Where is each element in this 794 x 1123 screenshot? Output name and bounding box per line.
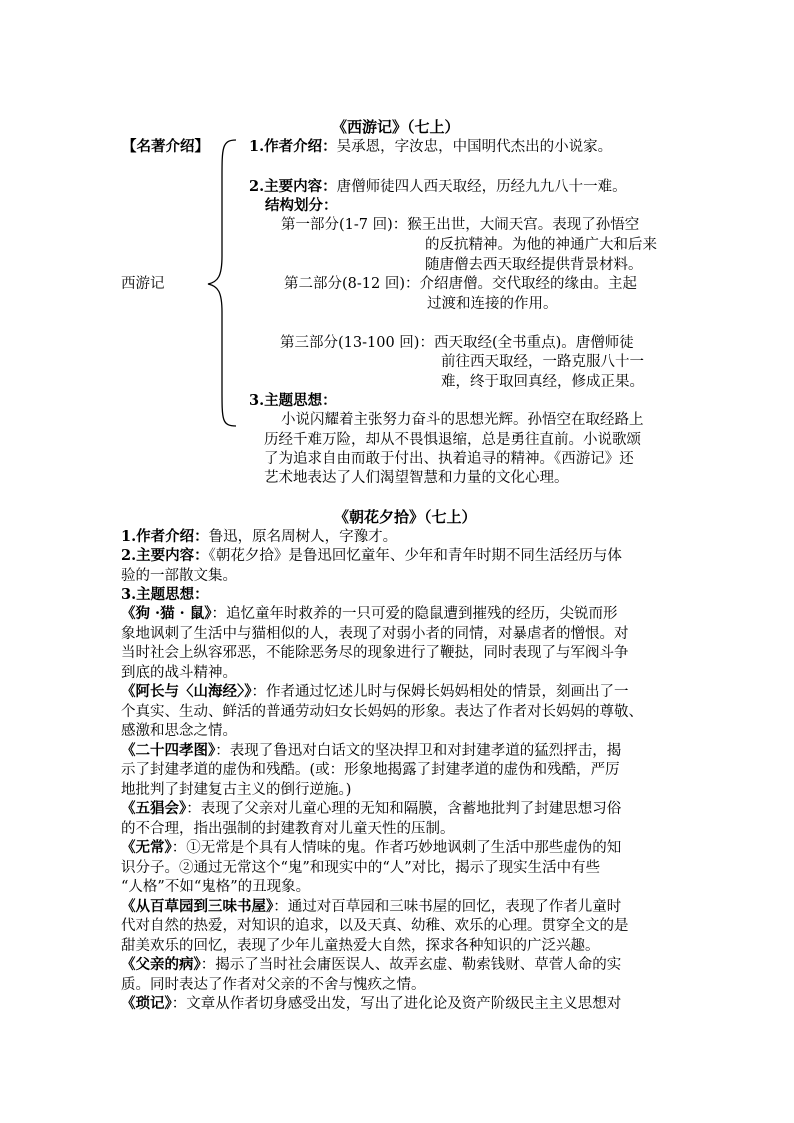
- essay-line: 地批判了封建复古主义的倒行逆施。): [121, 782, 352, 798]
- zhaohua-title: 《朝花夕拾》（七上）: [334, 508, 477, 526]
- essay-line: “人格”不如“鬼格”的丑现象。: [121, 879, 311, 895]
- zhaohua-author-text: 鲁迅，原名周树人，字豫才。: [208, 529, 398, 545]
- essay-title: 《二十四孝图》: [121, 742, 216, 759]
- essay-line: 当时社会上纵容邪恶，不能除恶务尽的现象进行了鞭挞，同时表现了与军阀斗争: [121, 645, 629, 661]
- essay-title: 《阿长与〈山海经〉》: [121, 683, 252, 700]
- essay-line: 个真实、生动、鲜活的普通劳动妇女长妈妈的形象。表达了作者对长妈妈的尊敬、: [121, 704, 643, 720]
- zhaohua-author-label: 1.作者介绍：: [121, 528, 209, 545]
- part3-line: 前往西天取经，一路克服八十一: [441, 354, 644, 370]
- essay-title: 《琐记》: [121, 995, 172, 1012]
- zhaohua-content-label: 2.主要内容：: [121, 547, 209, 564]
- essay-line: 到底的战斗精神。: [121, 665, 237, 681]
- xiyouji-content: [249, 177, 627, 197]
- zhaohua-theme-label: 3.主题思想：: [121, 586, 209, 603]
- essay-text: ：揭示了当时社会庸医误人、故弄玄虚、勒索钱财、草菅人命的实: [200, 957, 622, 973]
- xiyouji-theme-line: 了为追求自由而敢于付出、执着追寻的精神。《西游记》还: [264, 451, 634, 467]
- essay-title: 《五猖会》: [121, 800, 187, 817]
- curly-brace-icon: [206, 138, 242, 428]
- xiyouji-author-text: 吴承恩，字汝忠，中国明代杰出的小说家。: [336, 139, 613, 155]
- xiyouji-theme-line: 艺术地表达了人们渴望智慧和力量的文化心理。: [264, 470, 569, 486]
- essay-title: 《狗 ·猫 · 鼠》: [121, 605, 212, 622]
- xiyouji-theme-label: 3.主题思想：: [249, 392, 337, 409]
- part1-line: 随唐僧去西天取经提供背景材料。: [425, 257, 643, 273]
- xiyouji-title: 《西游记》（七上）: [332, 118, 460, 136]
- part1-line: 的反抗精神。为他的神通广大和后来: [425, 237, 657, 253]
- xiyouji-content-label: 2.主要内容：: [249, 178, 337, 195]
- essay-first-line: [121, 799, 621, 819]
- essay-title: 《父亲的病》: [121, 956, 201, 973]
- section-label: 【名著介绍】: [122, 138, 209, 155]
- essay-line: 的不合理，指出强制的封建教育对儿童天性的压制。: [121, 821, 455, 837]
- essay-text: ：通过对百草园和三味书屋的回忆，表现了作者儿童时: [273, 899, 622, 915]
- part3-head: 第三部分(13-100 回)：西天取经(全书重点)。唐僧师徒: [280, 335, 634, 351]
- essay-text: ：作者通过忆述儿时与保姆长妈妈相处的情景，刻画出了一: [251, 684, 629, 700]
- essay-first-line: [121, 994, 621, 1014]
- part2-head: 第二部分(8-12 回)：介绍唐僧。交代取经的缘由。主起: [284, 276, 637, 292]
- essay-line: 示了封建孝道的虚伪和残酷。(或：形象地揭露了封建孝道的虚伪和残酷，严厉: [121, 762, 620, 778]
- essay-text: ：表现了鲁迅对白话文的坚决捍卫和对封建孝道的猛烈抨击，揭: [215, 743, 622, 759]
- essay-text: ：①无常是个具有人情味的鬼。作者巧妙地讽刺了生活中那些虚伪的知: [171, 840, 622, 856]
- xiyouji-theme-line: 历经千难万险，却从不畏惧退缩，总是勇往直前。小说歌颂: [264, 432, 641, 448]
- xiyouji-content-text: 唐僧师徒四人西天取经，历经九九八十一难。: [336, 179, 627, 195]
- zhaohua-content-line2: 验的一部散文集。: [121, 568, 237, 584]
- zhaohua-author: [121, 527, 397, 547]
- zhaohua-content: [121, 546, 622, 566]
- part3-line: 难，终于取回真经，修成正果。: [441, 374, 644, 390]
- essay-line: 识分子。②通过无常这个“鬼”和现实中的“人”对比，揭示了现实生活中有些: [121, 860, 601, 876]
- essay-first-line: [121, 741, 621, 761]
- essay-text: ：追忆童年时救养的一只可爱的隐鼠遭到摧残的经历，尖锐而形: [211, 606, 618, 622]
- structure-label: 结构划分：: [265, 197, 338, 214]
- essay-first-line: [121, 955, 621, 975]
- essay-text: ：表现了父亲对儿童心理的无知和隔膜，含蓄地批判了封建思想习俗: [186, 801, 622, 817]
- essay-title: 《从百草园到三味书屋》: [121, 898, 274, 915]
- part1-head: 第一部分(1-7 回)：猴王出世，大闹天宫。表现了孙悟空: [281, 217, 640, 233]
- essay-line: 甜美欢乐的回忆，表现了少年儿童热爱大自然，探求各种知识的广泛兴趣。: [121, 938, 600, 954]
- xiyouji-theme-line: 小说闪耀着主张努力奋斗的思想光辉。孙悟空在取经路上: [281, 412, 644, 428]
- essay-title: 《无常》: [121, 839, 172, 856]
- part2-line: 过渡和连接的作用。: [427, 296, 558, 312]
- book-name: 西游记: [121, 276, 165, 292]
- essay-line: 象地讽刺了生活中与猫相似的人，表现了对弱小者的同情，对暴虐者的憎恨。对: [121, 626, 629, 642]
- essay-first-line: [121, 604, 618, 624]
- essay-first-line: [121, 682, 629, 702]
- essay-line: 感激和思念之情。: [121, 723, 237, 739]
- essay-line: 质。同时表达了作者对父亲的不舍与愧疚之情。: [121, 977, 426, 993]
- xiyouji-author-label: 1.作者介绍：: [249, 138, 337, 155]
- essay-text: ：文章从作者切身感受出发，写出了进化论及资产阶级民主主义思想对: [171, 996, 622, 1012]
- essay-first-line: [121, 838, 621, 858]
- essay-line: 代对自然的热爱，对知识的追求，以及天真、幼稚、欢乐的心理。贯穿全文的是: [121, 918, 629, 934]
- zhaohua-content-text: 《朝花夕拾》是鲁迅回忆童年、少年和青年时期不同生活经历与体: [208, 548, 622, 564]
- essay-first-line: [121, 897, 621, 917]
- xiyouji-author: [249, 137, 612, 157]
